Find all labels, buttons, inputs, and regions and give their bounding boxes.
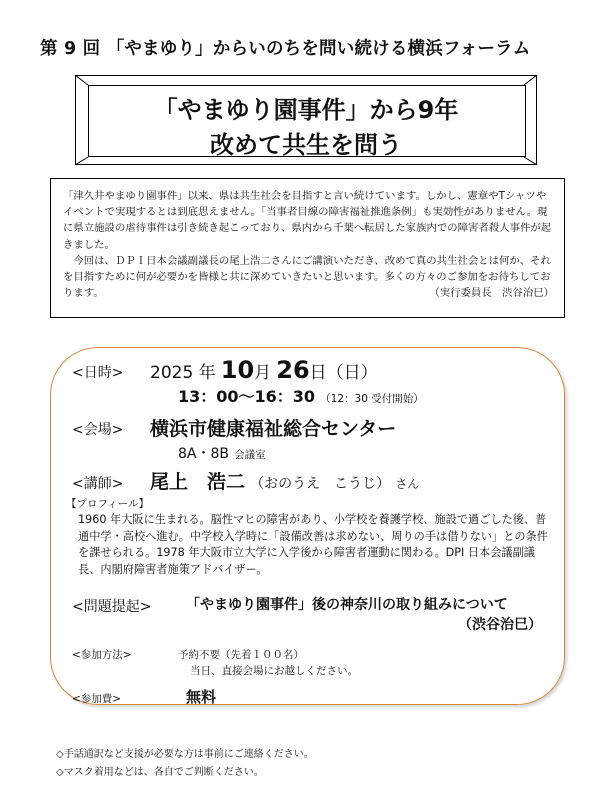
profile-text: 1960 年大阪に生まれる。脳性マヒの障害があり、小学校を養護学校、施設で過ごした後、普通中学・高校へ進む。中学校入学時に「設備改善は求めない、周りの手は借りない」との条件を課せられる。1978 年大阪市立大学に入学後から障害者運動に関わる。DPI 日本会議副議長、内閣府障害者施策アドバイザー。 [78, 513, 548, 576]
time-range: 13：00〜16：30 [178, 387, 316, 406]
method-line2: 当日、直接会場にお越しください。 [190, 665, 358, 677]
message-signature: （実行委員長 渋谷治巳） [429, 287, 554, 300]
footer-note-support: ◇手話通訳など支援が必要な方は事前にご連絡ください。 [56, 749, 314, 760]
event-date [150, 356, 378, 384]
venue-room [178, 443, 266, 463]
method-label: <参加方法> [72, 649, 132, 661]
reception-note: （12：30 受付開始） [320, 393, 424, 405]
forum-title: 第 9 回 「やまゆり」からいのちを問い続ける横浜フォーラム [40, 39, 531, 59]
fee-value: 無料 [186, 688, 217, 706]
main-title-line1: 「やまゆり園事件」から9年 [153, 96, 459, 124]
speaker [150, 467, 419, 494]
event-time [178, 384, 424, 407]
message-paragraph-1: 「津久井やまゆり園事件」以来、県は共生社会を目指すと言い続けています。しかし、憲章やTシャツやイベントで実現するとは到底思えません。「当事者目線の障害福祉推進条例」も実効性がありません。現に県立施設の虐待事件は引き続き起こっており、県内から千葉へ転居した家族内での障害者殺人事件が起きました。 [63, 190, 552, 251]
speaker-reading: （おのうえ こうじ） [250, 476, 391, 492]
fee-label: <参加費> [72, 693, 122, 705]
venue-name: 横浜市健康福祉総合センター [150, 418, 397, 440]
method-line1: 予約不要（先着１００名） [178, 649, 304, 661]
date-day-unit: 日 [309, 363, 327, 383]
issue-label: <問題提起> [72, 599, 152, 615]
date-year: 2025 年 [150, 363, 216, 383]
date-month-unit: 月 [254, 363, 272, 383]
issue-presenter: （渋谷治巳） [458, 617, 542, 633]
venue-room-word: 会議室 [234, 449, 266, 461]
date-day: 26 [276, 356, 310, 384]
footer-note-mask: ◇マスク着用などは、各自でご判断ください。 [56, 767, 264, 778]
speaker-honorific: さん [395, 477, 420, 491]
datetime-label: <日時> [72, 365, 124, 381]
profile-label: 【プロフィール】 [66, 498, 149, 510]
message-paragraph-2-text: 今回は、ＤＰＩ日本会議副議長の尾上浩二さんにご講演いただき、改めて真の共生社会とは何か、それを目指すために何が必要かを皆様と共に深めていきたいと思います。多くの方々のご参加をお待ちしております。 [63, 254, 551, 300]
venue-room-number: 8A・8B [178, 446, 229, 462]
issue-title: 「やまゆり園事件」後の神奈川の取り組みについて [186, 597, 508, 613]
main-title-line2: 改めて共生を問う [210, 131, 402, 159]
speaker-label: <講師> [72, 476, 124, 492]
message-box [50, 178, 565, 318]
date-month: 10 [220, 356, 255, 384]
venue-label: <会場> [72, 422, 124, 438]
speaker-name: 尾上 浩二 [150, 471, 246, 493]
date-weekday: （日） [326, 363, 378, 383]
message-paragraph-2 [63, 253, 554, 302]
